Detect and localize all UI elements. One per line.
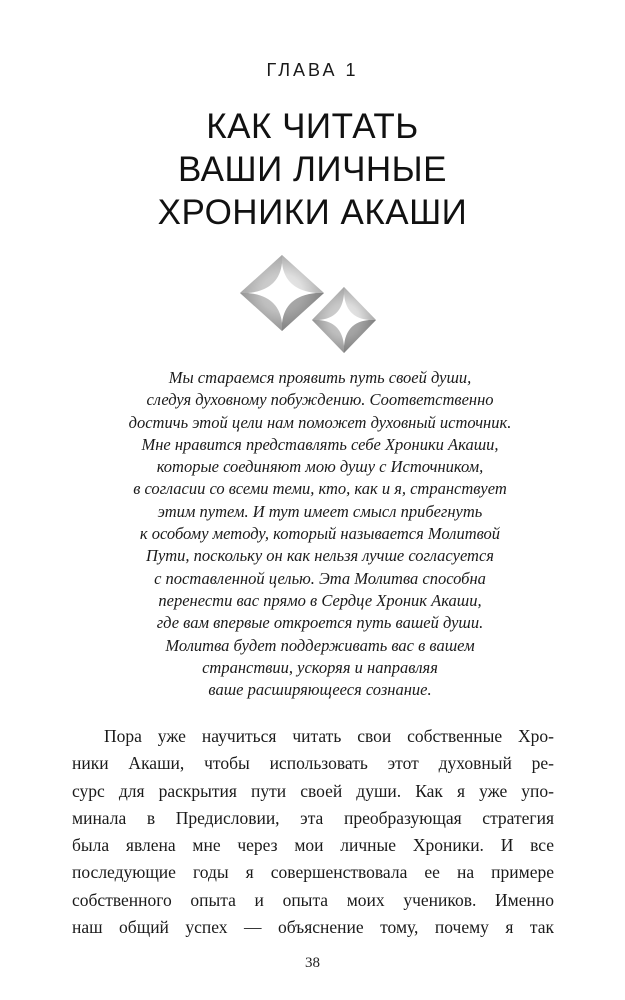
epigraph-line: Молитва будет поддерживать вас в вашем xyxy=(165,635,475,655)
epigraph-line: достичь этой цели нам поможет духовный источник. xyxy=(128,412,512,432)
page-number: 38 xyxy=(305,955,320,971)
body-line: последующие годы я совершенствовала ее на примере xyxy=(72,862,554,883)
small-diamond-icon xyxy=(312,287,376,353)
epigraph-line: перенести вас прямо в Сердце Хроник Акаши, xyxy=(158,590,482,610)
epigraph-line: с поставленной целью. Эта Молитва способна xyxy=(154,568,486,588)
chapter-title-line: КАК ЧИТАТЬ xyxy=(206,107,419,146)
epigraph-line: Пути, поскольку он как нельзя лучше согласуется xyxy=(146,546,494,566)
chapter-title xyxy=(0,105,625,234)
chapter-label: ГЛАВА 1 xyxy=(266,60,359,80)
body-line: Пора уже научиться читать свои собственные Хро- xyxy=(104,726,554,746)
body-line: собственного опыта и опыта моих учеников. Именно xyxy=(72,889,554,910)
epigraph-line: в согласии со всеми теми, кто, как и я, странствует xyxy=(133,479,507,499)
body-line: сурс для раскрытия пути своей души. Как я уже упо- xyxy=(72,780,554,801)
epigraph-line: к особому методу, который называется Молитвой xyxy=(139,524,501,544)
epigraph-line: где вам впервые откроется путь вашей души. xyxy=(156,613,484,633)
epigraph-line: следуя духовному побуждению. Соответственно xyxy=(146,390,494,410)
epigraph-line: которые соединяют мою душу с Источником, xyxy=(156,457,484,477)
epigraph-line: Мы стараемся проявить путь своей души, xyxy=(168,368,472,387)
epigraph-line: этим путем. И тут имеет смысл прибегнуть xyxy=(157,501,483,521)
epigraph xyxy=(95,367,545,701)
body-line: наш общий успех — объяснение тому, почему я так xyxy=(72,917,554,938)
large-diamond-icon xyxy=(240,255,324,331)
body-paragraph xyxy=(72,723,554,941)
body-line: ники Акаши, чтобы использовать этот духовный ре- xyxy=(72,753,554,774)
epigraph-line: Мне нравится представлять себе Хроники Акаши, xyxy=(141,434,499,454)
epigraph-line: странствии, ускоряя и направляя xyxy=(202,657,438,677)
epigraph-line: ваше расширяющееся сознание. xyxy=(208,680,432,700)
chapter-title-line: ХРОНИКИ АКАШИ xyxy=(157,193,468,232)
twin-diamonds-icon xyxy=(240,255,380,355)
chapter-title-line: ВАШИ ЛИЧНЫЕ xyxy=(177,150,448,189)
body-line: минала в Предисловии, эта преобразующая стратегия xyxy=(72,807,554,828)
body-line: была явлена мне через мои личные Хроники. И все xyxy=(72,835,554,856)
